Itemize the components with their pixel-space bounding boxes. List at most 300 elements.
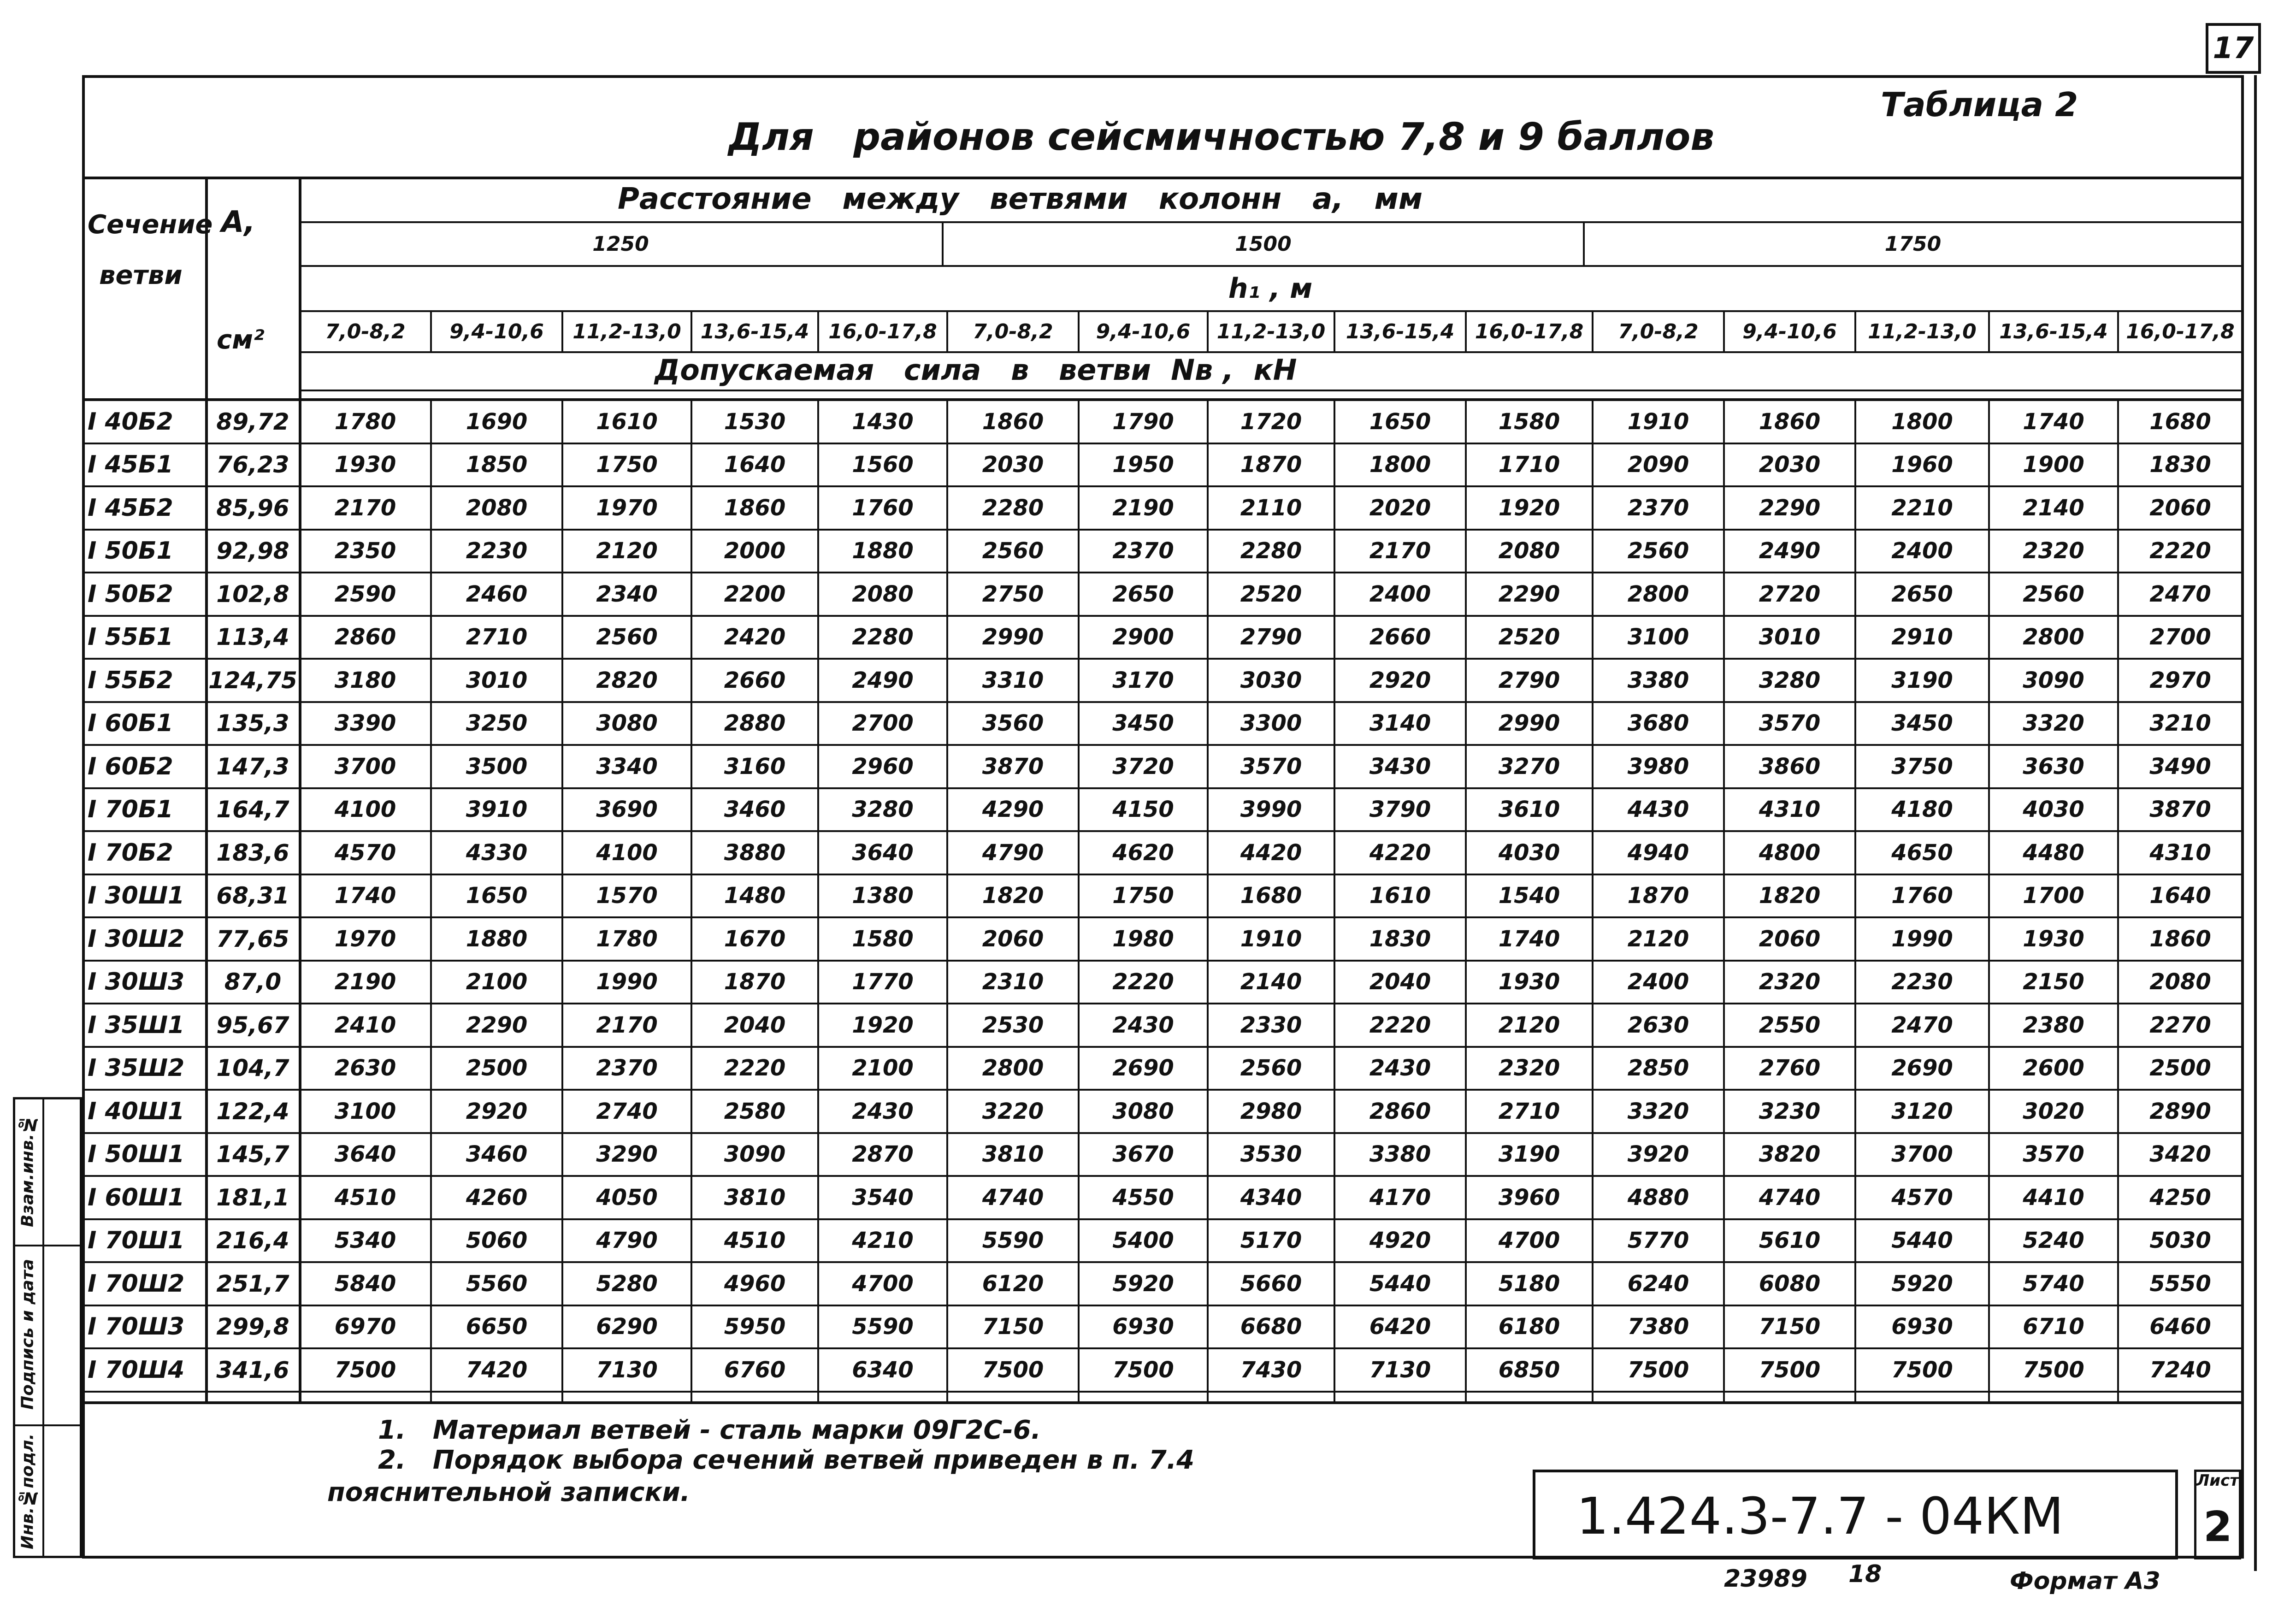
table-cell: 5170 bbox=[1240, 1228, 1302, 1254]
table-cell: 1640 bbox=[2149, 883, 2211, 909]
span-1750: 1750 bbox=[1884, 232, 1942, 256]
table-cell: 2660 bbox=[724, 667, 786, 693]
table-cell: 1690 bbox=[466, 408, 528, 435]
table-cell: 2190 bbox=[1112, 495, 1174, 521]
table-cell: 7500 bbox=[1891, 1357, 1953, 1383]
table-cell: 4790 bbox=[982, 839, 1044, 866]
table-cell: 1570 bbox=[596, 883, 658, 909]
table-cell: 3700 bbox=[1891, 1141, 1953, 1168]
table-cell: 2320 bbox=[1759, 969, 1821, 995]
table-cell: 5440 bbox=[1369, 1270, 1431, 1297]
table-cell: 1820 bbox=[982, 883, 1044, 909]
table-cell: 2790 bbox=[1240, 624, 1302, 650]
table-cell: 5340 bbox=[334, 1228, 396, 1254]
table-cell: 5440 bbox=[1891, 1228, 1953, 1254]
table-cell: 1930 bbox=[1498, 969, 1560, 995]
row-section: I 35Ш1 bbox=[88, 1011, 185, 1039]
table-cell: 2350 bbox=[334, 538, 396, 564]
table-cell: 3670 bbox=[1112, 1141, 1174, 1168]
table-cell: 4170 bbox=[1369, 1184, 1431, 1211]
col-divider bbox=[1988, 398, 1990, 1401]
table-cell: 3500 bbox=[466, 753, 528, 780]
h-range-divider bbox=[1078, 310, 1080, 351]
table-cell: 2860 bbox=[1369, 1098, 1431, 1124]
table-cell: 7500 bbox=[982, 1357, 1044, 1383]
row-area: 216,4 bbox=[216, 1227, 289, 1254]
table-cell: 5400 bbox=[1112, 1228, 1174, 1254]
table-cell: 3430 bbox=[1369, 753, 1431, 780]
table-cell: 2140 bbox=[2023, 495, 2084, 521]
table-cell: 3020 bbox=[2023, 1098, 2084, 1124]
frame-right-outer bbox=[2254, 75, 2257, 1571]
table-cell: 2630 bbox=[334, 1055, 396, 1081]
row-section: I 35Ш2 bbox=[88, 1054, 185, 1082]
table-cell: 2280 bbox=[852, 624, 914, 650]
h-range-divider bbox=[1592, 310, 1594, 351]
side-stamp-h1 bbox=[13, 1245, 82, 1246]
col-divider bbox=[1592, 398, 1594, 1401]
table-cell: 5770 bbox=[1627, 1228, 1689, 1254]
h-range-header: 11,2-13,0 bbox=[1868, 320, 1977, 343]
table-cell: 4330 bbox=[466, 839, 528, 866]
table-cell: 7500 bbox=[2023, 1357, 2084, 1383]
table-cell: 5840 bbox=[334, 1270, 396, 1297]
table-cell: 7130 bbox=[596, 1357, 658, 1383]
table-cell: 2370 bbox=[1627, 495, 1689, 521]
row-area: 85,96 bbox=[216, 494, 289, 521]
table-cell: 4510 bbox=[334, 1184, 396, 1211]
table-cell: 2220 bbox=[2149, 538, 2211, 564]
table-cell: 4790 bbox=[596, 1228, 658, 1254]
table-cell: 1860 bbox=[2149, 926, 2211, 952]
table-cell: 1750 bbox=[1112, 883, 1174, 909]
table-cell: 2530 bbox=[982, 1012, 1044, 1038]
table-cell: 1880 bbox=[466, 926, 528, 952]
table-cell: 1950 bbox=[1112, 452, 1174, 478]
table-cell: 3090 bbox=[2023, 667, 2084, 693]
table-cell: 2800 bbox=[1627, 581, 1689, 607]
table-cell: 3570 bbox=[2023, 1141, 2084, 1168]
table-cell: 3310 bbox=[982, 667, 1044, 693]
table-cell: 2920 bbox=[466, 1098, 528, 1124]
table-cell: 2040 bbox=[1369, 969, 1431, 995]
table-cell: 5550 bbox=[2149, 1270, 2211, 1297]
table-cell: 5060 bbox=[466, 1228, 528, 1254]
table-cell: 3990 bbox=[1240, 797, 1302, 823]
page-small: 18 bbox=[1848, 1560, 1882, 1588]
table-cell: 2980 bbox=[1240, 1098, 1302, 1124]
frame-top bbox=[82, 75, 2244, 78]
row-area: 299,8 bbox=[216, 1313, 289, 1341]
table-cell: 2700 bbox=[2149, 624, 2211, 650]
table-cell: 3640 bbox=[334, 1141, 396, 1168]
table-cell: 3810 bbox=[982, 1141, 1044, 1168]
table-cell: 3160 bbox=[724, 753, 786, 780]
table-cell: 1980 bbox=[1112, 926, 1174, 952]
table-cell: 5180 bbox=[1498, 1270, 1560, 1297]
table-cell: 1480 bbox=[724, 883, 786, 909]
row-section: I 40Ш1 bbox=[88, 1097, 185, 1125]
table-cell: 3120 bbox=[1891, 1098, 1953, 1124]
table-cell: 4550 bbox=[1112, 1184, 1174, 1211]
h-range-divider bbox=[1854, 310, 1856, 351]
table-cell: 3810 bbox=[724, 1184, 786, 1211]
col-divider bbox=[1465, 398, 1467, 1401]
table-cell: 4150 bbox=[1112, 797, 1174, 823]
table-cell: 2320 bbox=[1498, 1055, 1560, 1081]
sheet-number: 2 bbox=[2203, 1503, 2232, 1551]
h-range-divider bbox=[946, 310, 948, 351]
side-stamp-divider bbox=[42, 1097, 44, 1558]
table-cell: 2340 bbox=[596, 581, 658, 607]
table-cell: 5280 bbox=[596, 1270, 658, 1297]
table-cell: 3380 bbox=[1627, 667, 1689, 693]
table-cell: 1640 bbox=[724, 452, 786, 478]
table-cell: 2560 bbox=[1627, 538, 1689, 564]
table-cell: 4880 bbox=[1627, 1184, 1689, 1211]
h-range-divider bbox=[1334, 310, 1335, 351]
row-area: 145,7 bbox=[216, 1141, 289, 1168]
table-cell: 2030 bbox=[1759, 452, 1821, 478]
table-cell: 2220 bbox=[1369, 1012, 1431, 1038]
table-cell: 2500 bbox=[466, 1055, 528, 1081]
table-cell: 4340 bbox=[1240, 1184, 1302, 1211]
table-cell: 6180 bbox=[1498, 1314, 1560, 1340]
table-cell: 4250 bbox=[2149, 1184, 2211, 1211]
row-area: 104,7 bbox=[216, 1055, 289, 1082]
table-cell: 5560 bbox=[466, 1270, 528, 1297]
h-range-header: 13,6-15,4 bbox=[1346, 320, 1455, 343]
table-cell: 3910 bbox=[466, 797, 528, 823]
sheet-label: Лист bbox=[2196, 1471, 2239, 1490]
table-cell: 3100 bbox=[1627, 624, 1689, 650]
table-cell: 1580 bbox=[1498, 408, 1560, 435]
table-cell: 2290 bbox=[1498, 581, 1560, 607]
table-cell: 3680 bbox=[1627, 710, 1689, 737]
frame-left bbox=[82, 75, 85, 1559]
row-area: 76,23 bbox=[216, 451, 289, 478]
table-cell: 2380 bbox=[2023, 1012, 2084, 1038]
table-cell: 1860 bbox=[724, 495, 786, 521]
table-cell: 5950 bbox=[724, 1314, 786, 1340]
table-cell: 2660 bbox=[1369, 624, 1431, 650]
table-cell: 3090 bbox=[724, 1141, 786, 1168]
table-cell: 1560 bbox=[852, 452, 914, 478]
table-cell: 2400 bbox=[1627, 969, 1689, 995]
table-cell: 1780 bbox=[334, 408, 396, 435]
table-cell: 2140 bbox=[1240, 969, 1302, 995]
row-area: 251,7 bbox=[216, 1270, 289, 1297]
col-divider bbox=[430, 398, 432, 1401]
side-stamp-2: Подпись и дата bbox=[18, 1259, 37, 1410]
table-cell: 2520 bbox=[1240, 581, 1302, 607]
table-cell: 2880 bbox=[724, 710, 786, 737]
table-cell: 2720 bbox=[1759, 581, 1821, 607]
h-range-header: 11,2-13,0 bbox=[572, 320, 681, 343]
table-cell: 4310 bbox=[2149, 839, 2211, 866]
row-section: I 70Ш3 bbox=[88, 1313, 185, 1341]
table-cell: 2370 bbox=[1112, 538, 1174, 564]
table-cell: 1670 bbox=[724, 926, 786, 952]
table-cell: 1790 bbox=[1112, 408, 1174, 435]
table-cell: 2090 bbox=[1627, 452, 1689, 478]
table-cell: 2320 bbox=[2023, 538, 2084, 564]
table-cell: 2690 bbox=[1891, 1055, 1953, 1081]
table-cell: 2630 bbox=[1627, 1012, 1689, 1038]
row-section: I 45Б1 bbox=[88, 451, 173, 479]
table-cell: 2230 bbox=[1891, 969, 1953, 995]
table-cell: 3100 bbox=[334, 1098, 396, 1124]
table-cell: 6650 bbox=[466, 1314, 528, 1340]
table-cell: 1750 bbox=[596, 452, 658, 478]
table-cell: 4310 bbox=[1759, 797, 1821, 823]
table-cell: 4100 bbox=[334, 797, 396, 823]
side-stamp-3: Инв.№подл. bbox=[18, 1433, 37, 1549]
table-cell: 1800 bbox=[1891, 408, 1953, 435]
table-cell: 2170 bbox=[596, 1012, 658, 1038]
table-cell: 7500 bbox=[1112, 1357, 1174, 1383]
table-cell: 2290 bbox=[466, 1012, 528, 1038]
table-cell: 6760 bbox=[724, 1357, 786, 1383]
table-cell: 2520 bbox=[1498, 624, 1560, 650]
table-cell: 3420 bbox=[2149, 1141, 2211, 1168]
table-cell: 2750 bbox=[982, 581, 1044, 607]
table-cell: 7500 bbox=[334, 1357, 396, 1383]
table-cell: 2270 bbox=[2149, 1012, 2211, 1038]
table-cell: 7150 bbox=[982, 1314, 1044, 1340]
table-cell: 2000 bbox=[724, 538, 786, 564]
row-area: 95,67 bbox=[216, 1011, 289, 1039]
section-label-2: ветви bbox=[99, 260, 183, 290]
table-cell: 1930 bbox=[334, 452, 396, 478]
table-cell: 1990 bbox=[1891, 926, 1953, 952]
table-cell: 1860 bbox=[982, 408, 1044, 435]
row-section: I 70Ш4 bbox=[88, 1356, 185, 1384]
row-section: I 55Б1 bbox=[88, 623, 173, 651]
row-section: I 30Ш2 bbox=[88, 925, 185, 953]
table-cell: 7420 bbox=[466, 1357, 528, 1383]
table-cell: 1930 bbox=[2023, 926, 2084, 952]
col-divider bbox=[561, 398, 563, 1401]
table-cell: 5920 bbox=[1112, 1270, 1174, 1297]
table-cell: 2040 bbox=[724, 1012, 786, 1038]
table-cell: 2330 bbox=[1240, 1012, 1302, 1038]
h-range-divider bbox=[561, 310, 563, 351]
table-cell: 1900 bbox=[2023, 452, 2084, 478]
table-cell: 2870 bbox=[852, 1141, 914, 1168]
row-area: 122,4 bbox=[216, 1098, 289, 1125]
table-cell: 1740 bbox=[1498, 926, 1560, 952]
table-cell: 4620 bbox=[1112, 839, 1174, 866]
table-cell: 5030 bbox=[2149, 1228, 2211, 1254]
area-unit: см² bbox=[217, 325, 265, 355]
table-cell: 1680 bbox=[1240, 883, 1302, 909]
table-cell: 6680 bbox=[1240, 1314, 1302, 1340]
table-cell: 2060 bbox=[1759, 926, 1821, 952]
table-cell: 1740 bbox=[2023, 408, 2084, 435]
table-cell: 4570 bbox=[1891, 1184, 1953, 1211]
table-cell: 4210 bbox=[852, 1228, 914, 1254]
row-section: I 45Б2 bbox=[88, 494, 173, 522]
table-cell: 2470 bbox=[1891, 1012, 1953, 1038]
row-area: 87,0 bbox=[224, 968, 282, 996]
h-range-header: 7,0-8,2 bbox=[973, 320, 1053, 343]
col-divider bbox=[691, 398, 692, 1401]
row-area: 183,6 bbox=[216, 839, 289, 866]
table-cell: 2820 bbox=[596, 667, 658, 693]
table-cell: 3530 bbox=[1240, 1141, 1302, 1168]
table-cell: 4570 bbox=[334, 839, 396, 866]
table-cell: 3870 bbox=[2149, 797, 2211, 823]
h-range-header: 16,0-17,8 bbox=[828, 320, 937, 343]
table-cell: 7500 bbox=[1627, 1357, 1689, 1383]
table-cell: 6120 bbox=[982, 1270, 1044, 1297]
table-cell: 1830 bbox=[1369, 926, 1431, 952]
area-label: А, bbox=[221, 205, 255, 239]
table-cell: 4800 bbox=[1759, 839, 1821, 866]
table-cell: 1860 bbox=[1759, 408, 1821, 435]
stamp-code: 1.424.3-7.7 - 04КМ bbox=[1576, 1487, 2064, 1546]
h-range-divider bbox=[817, 310, 819, 351]
table-cell: 4290 bbox=[982, 797, 1044, 823]
h-range-header: 7,0-8,2 bbox=[1618, 320, 1699, 343]
table-label: Таблица 2 bbox=[1881, 85, 2078, 124]
row-section: I 60Б2 bbox=[88, 752, 173, 780]
note-1: 1. Материал ветвей - сталь марки 09Г2С-6. bbox=[378, 1415, 1041, 1445]
table-cell: 1780 bbox=[596, 926, 658, 952]
h-range-header: 13,6-15,4 bbox=[700, 320, 809, 343]
table-cell: 2060 bbox=[2149, 495, 2211, 521]
table-cell: 1760 bbox=[1891, 883, 1953, 909]
table-cell: 7430 bbox=[1240, 1357, 1302, 1383]
table-cell: 3250 bbox=[466, 710, 528, 737]
row-section: I 30Ш1 bbox=[88, 882, 185, 910]
row-area: 113,4 bbox=[216, 624, 289, 651]
table-cell: 2990 bbox=[1498, 710, 1560, 737]
table-cell: 2970 bbox=[2149, 667, 2211, 693]
table-cell: 4410 bbox=[2023, 1184, 2084, 1211]
row-section: I 50Б1 bbox=[88, 537, 173, 565]
table-cell: 2600 bbox=[2023, 1055, 2084, 1081]
table-cell: 1830 bbox=[2149, 452, 2211, 478]
table-cell: 2560 bbox=[2023, 581, 2084, 607]
table-cell: 1870 bbox=[1627, 883, 1689, 909]
table-cell: 1680 bbox=[2149, 408, 2211, 435]
table-cell: 4030 bbox=[2023, 797, 2084, 823]
row-section: I 40Б2 bbox=[88, 407, 173, 436]
table-cell: 2290 bbox=[1759, 495, 1821, 521]
table-cell: 3210 bbox=[2149, 710, 2211, 737]
table-cell: 2920 bbox=[1369, 667, 1431, 693]
table-cell: 2850 bbox=[1627, 1055, 1689, 1081]
row-area: 77,65 bbox=[216, 925, 289, 952]
row-section: I 70Б1 bbox=[88, 796, 173, 824]
table-cell: 1650 bbox=[1369, 408, 1431, 435]
table-cell: 3340 bbox=[596, 753, 658, 780]
table-cell: 2490 bbox=[1759, 538, 1821, 564]
table-cell: 2860 bbox=[334, 624, 396, 650]
table-cell: 2420 bbox=[724, 624, 786, 650]
table-cell: 1970 bbox=[334, 926, 396, 952]
table-cell: 3190 bbox=[1498, 1141, 1560, 1168]
table-cell: 2400 bbox=[1369, 581, 1431, 607]
table-cell: 3570 bbox=[1240, 753, 1302, 780]
table-cell: 1710 bbox=[1498, 452, 1560, 478]
table-cell: 2890 bbox=[2149, 1098, 2211, 1124]
table-cell: 6420 bbox=[1369, 1314, 1431, 1340]
page-title: Для районов сейсмичностью 7,8 и 9 баллов bbox=[728, 115, 1715, 159]
table-cell: 3460 bbox=[724, 797, 786, 823]
table-cell: 2170 bbox=[334, 495, 396, 521]
table-cell: 2080 bbox=[852, 581, 914, 607]
table-cell: 2550 bbox=[1759, 1012, 1821, 1038]
table-cell: 3010 bbox=[1759, 624, 1821, 650]
table-cell: 1990 bbox=[596, 969, 658, 995]
table-cell: 2590 bbox=[334, 581, 396, 607]
table-cell: 2080 bbox=[1498, 538, 1560, 564]
table-cell: 2060 bbox=[982, 926, 1044, 952]
table-cell: 5240 bbox=[2023, 1228, 2084, 1254]
distance-title: Расстояние между ветвями колонн а, мм bbox=[618, 182, 1423, 216]
h-range-header: 13,6-15,4 bbox=[1999, 320, 2108, 343]
table-cell: 3560 bbox=[982, 710, 1044, 737]
table-cell: 2190 bbox=[334, 969, 396, 995]
side-stamp-1: Взам.инв.№ bbox=[18, 1115, 37, 1227]
table-cell: 2990 bbox=[982, 624, 1044, 650]
table-cell: 2560 bbox=[982, 538, 1044, 564]
table-cell: 7150 bbox=[1759, 1314, 1821, 1340]
table-cell: 3570 bbox=[1759, 710, 1821, 737]
table-cell: 4700 bbox=[1498, 1228, 1560, 1254]
table-cell: 1960 bbox=[1891, 452, 1953, 478]
table-cell: 3640 bbox=[852, 839, 914, 866]
row-divider bbox=[82, 1391, 2244, 1393]
table-cell: 3460 bbox=[466, 1141, 528, 1168]
table-cell: 3320 bbox=[1627, 1098, 1689, 1124]
table-cell: 2490 bbox=[852, 667, 914, 693]
table-cell: 4740 bbox=[1759, 1184, 1821, 1211]
note-3: пояснительной записки. bbox=[327, 1477, 690, 1507]
table-cell: 2560 bbox=[1240, 1055, 1302, 1081]
table-cell: 2710 bbox=[466, 624, 528, 650]
h-range-header: 9,4-10,6 bbox=[1742, 320, 1837, 343]
table-cell: 1760 bbox=[852, 495, 914, 521]
table-cell: 3860 bbox=[1759, 753, 1821, 780]
table-cell: 3720 bbox=[1112, 753, 1174, 780]
table-cell: 2460 bbox=[466, 581, 528, 607]
table-cell: 3540 bbox=[852, 1184, 914, 1211]
table-cell: 2220 bbox=[724, 1055, 786, 1081]
table-cell: 3320 bbox=[2023, 710, 2084, 737]
table-cell: 1920 bbox=[852, 1012, 914, 1038]
table-cell: 2200 bbox=[724, 581, 786, 607]
table-cell: 2120 bbox=[1627, 926, 1689, 952]
table-cell: 2400 bbox=[1891, 538, 1953, 564]
table-cell: 4920 bbox=[1369, 1228, 1431, 1254]
col-divider bbox=[946, 398, 948, 1401]
row-section: I 70Ш2 bbox=[88, 1270, 185, 1298]
table-cell: 4700 bbox=[852, 1270, 914, 1297]
h-range-divider bbox=[1465, 310, 1467, 351]
h-range-divider bbox=[430, 310, 432, 351]
h-range-divider bbox=[1988, 310, 1990, 351]
row-area: 102,8 bbox=[216, 580, 289, 608]
table-cell: 4510 bbox=[724, 1228, 786, 1254]
header-top-line bbox=[82, 177, 2244, 179]
table-cell: 3300 bbox=[1240, 710, 1302, 737]
col-divider bbox=[1723, 398, 1725, 1401]
table-cell: 3280 bbox=[1759, 667, 1821, 693]
